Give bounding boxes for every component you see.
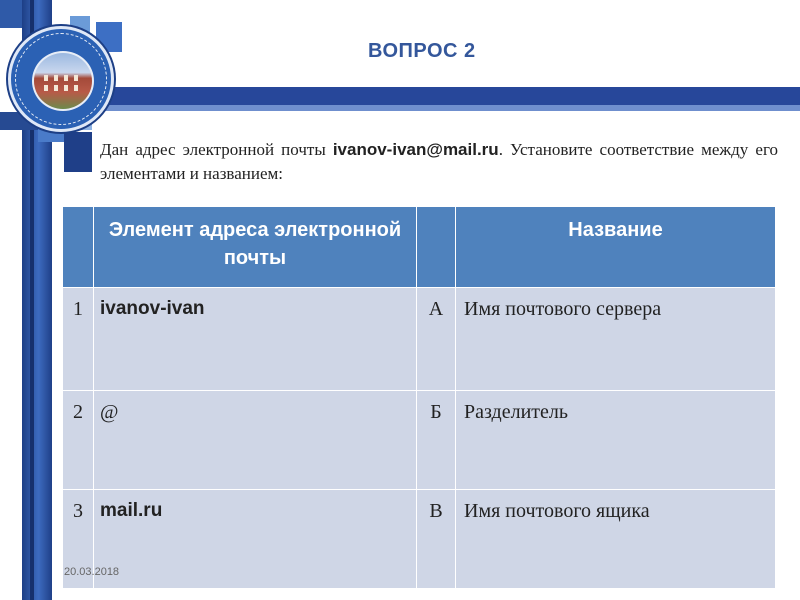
question-text-before: Дан адрес электронной почты xyxy=(100,140,333,159)
table-row xyxy=(63,391,776,490)
header-letter-cell xyxy=(417,207,456,288)
question-text xyxy=(100,138,778,186)
question-text-after: . Установите соответствие между его элементами и названием: xyxy=(100,140,778,183)
header-num-cell xyxy=(63,207,94,288)
table-row xyxy=(63,490,776,589)
logo-building-image xyxy=(32,51,94,111)
row-element: ivanov-ivan xyxy=(94,288,417,391)
header-name: Название xyxy=(456,207,776,288)
decorative-square xyxy=(0,0,22,28)
table-row xyxy=(63,288,776,391)
row-element: mail.ru xyxy=(94,490,417,589)
table-header-row xyxy=(63,207,776,288)
row-letter: Б xyxy=(417,391,456,490)
row-number: 2 xyxy=(63,391,94,490)
row-number: 3 xyxy=(63,490,94,589)
decorative-square xyxy=(64,132,92,172)
row-name: Разделитель xyxy=(456,391,776,490)
header-band xyxy=(100,87,800,105)
row-element: @ xyxy=(94,391,417,490)
slide-date: 20.03.2018 xyxy=(64,566,120,578)
row-letter: А xyxy=(417,288,456,391)
email-address: ivanov-ivan@mail.ru xyxy=(332,140,499,159)
row-name: Имя почтового сервера xyxy=(456,288,776,391)
row-letter: В xyxy=(417,490,456,589)
slide-title: ВОПРОС 2 xyxy=(368,40,476,62)
header-element: Элемент адреса электронной почты xyxy=(94,207,417,288)
row-name: Имя почтового ящика xyxy=(456,490,776,589)
college-logo xyxy=(8,26,114,132)
header-band-stripe xyxy=(100,105,800,111)
row-number: 1 xyxy=(63,288,94,391)
matching-table xyxy=(62,206,776,589)
